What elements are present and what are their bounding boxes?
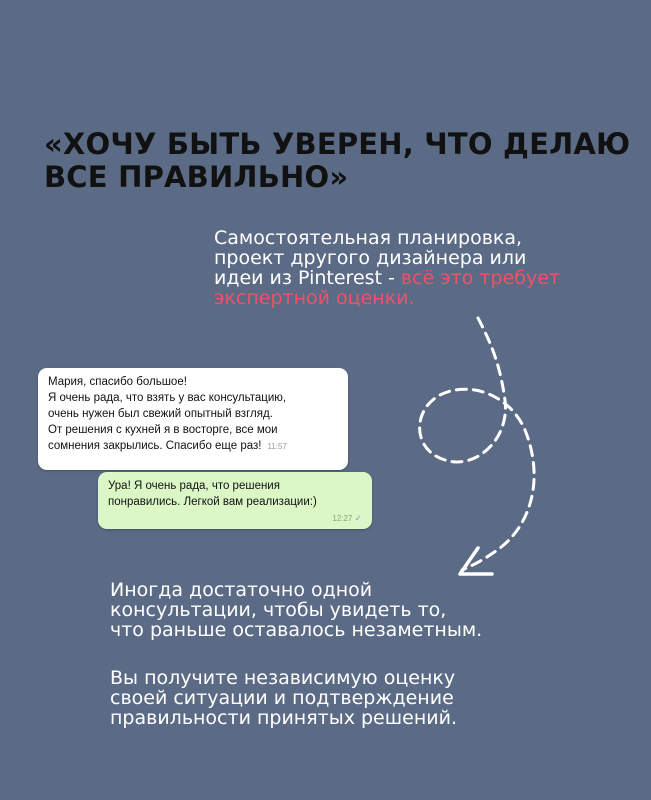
incoming-message-last-text: сомнения закрылись. Спасибо еще раз!: [48, 440, 262, 452]
intro-line-1: Самостоятельная планировка,: [214, 227, 523, 249]
paragraph-1-line-3: что раньше оставалось незаметным.: [110, 619, 483, 641]
paragraph-1: [110, 580, 630, 640]
intro-line-2: проект другого дизайнера или: [214, 247, 527, 269]
paragraph-2-line-2: своей ситуации и подтверждение: [110, 687, 454, 709]
outgoing-message-line: понравились. Легкой вам реализации:): [108, 496, 317, 508]
intro-line-3-accent: всё это требует: [400, 267, 560, 289]
incoming-message-time: 11:57: [267, 442, 287, 451]
dashed-loop-path: [420, 318, 535, 570]
headline-line-2: ВСЕ ПРАВИЛЬНО»: [44, 160, 349, 194]
incoming-message-line: От решения с кухней я в восторге, все мои: [48, 424, 278, 436]
paragraph-2-line-1: Вы получите независимую оценку: [110, 667, 456, 689]
intro-line-4-accent: экспертной оценки.: [214, 287, 415, 309]
paragraph-2-line-3: правильности принятых решений.: [110, 707, 457, 729]
paragraph-1-line-2: консультации, чтобы увидеть то,: [110, 599, 447, 621]
headline-line-1: «ХОЧУ БЫТЬ УВЕРЕН, ЧТО ДЕЛАЮ: [44, 127, 631, 161]
intro-line-3-plain: идеи из Pinterest -: [214, 267, 401, 289]
outgoing-message-line: Ура! Я очень рада, что решения: [108, 480, 280, 492]
arrow-head: [460, 548, 492, 574]
outgoing-message-time: 12:27: [332, 514, 353, 523]
incoming-message-line: очень нужен был свежий опытный взгляд.: [48, 408, 273, 420]
check-icon: ✓: [354, 513, 362, 523]
incoming-message-line: Я очень рада, что взять у вас консультацию,: [48, 392, 287, 404]
paragraph-2: [110, 668, 630, 728]
paragraph-1-line-1: Иногда достаточно одной: [110, 579, 373, 601]
incoming-message-line: Мария, спасибо большое!: [48, 376, 187, 388]
